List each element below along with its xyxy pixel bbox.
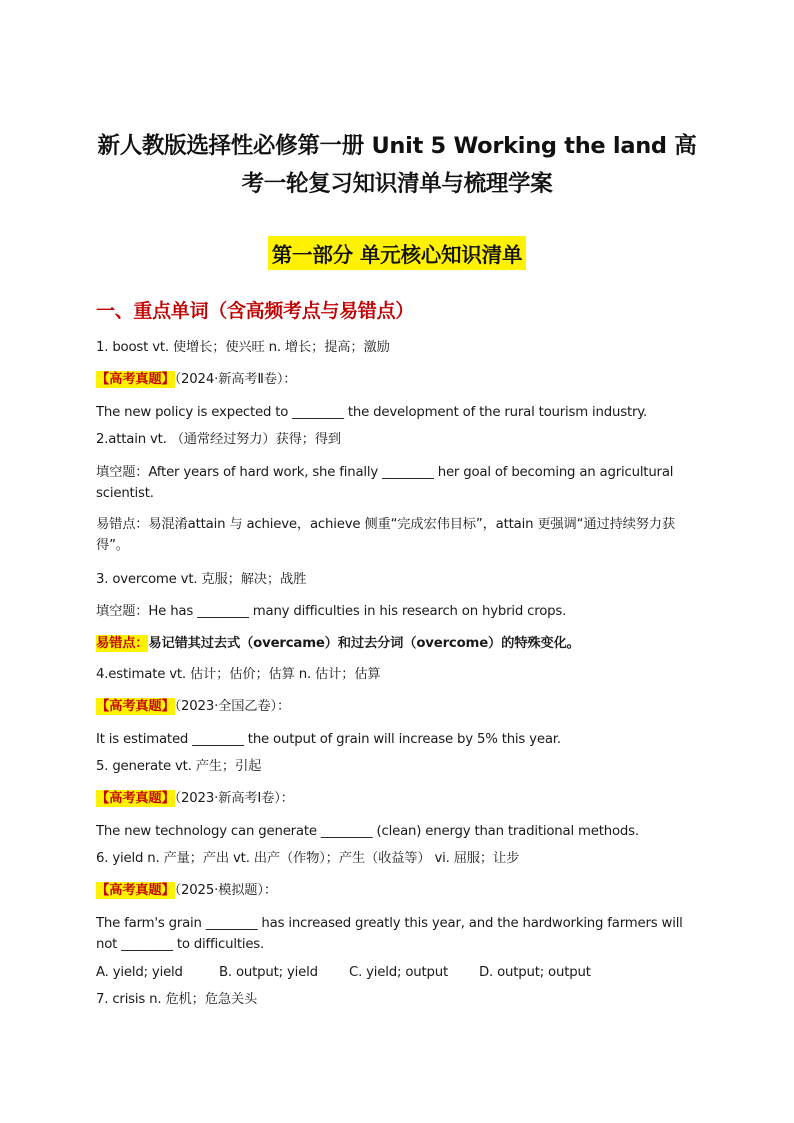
exam-source: （2024·新高考Ⅱ卷）： xyxy=(174,372,297,387)
option-d: D. output; output xyxy=(479,965,591,980)
question-text: The new policy is expected to ________ the development of the rural tourism industry. xyxy=(96,405,648,420)
exam-source: （2023·新高考Ⅰ卷）： xyxy=(174,791,294,806)
document-title-line-1: 新人教版选择性必修第一册 Unit 5 Working the land 高 xyxy=(97,133,697,159)
option-c: C. yield; output xyxy=(349,965,448,980)
word-entry-generate: 5. generate vt. 产生；引起 xyxy=(96,759,262,774)
section-heading: 一、重点单词（含高频考点与易错点） xyxy=(96,300,414,322)
exam-tag: 【高考真题】 xyxy=(96,372,175,387)
fill-blank-question: 填空题：After years of hard work, she finally ________ her goal of becoming an agricultural scientist. xyxy=(96,465,674,501)
exam-source: （2025·模拟题）： xyxy=(174,883,277,898)
part-heading-wrap xyxy=(0,236,794,270)
error-note-line xyxy=(96,634,580,654)
exam-source: （2023·全国乙卷）： xyxy=(174,699,291,714)
answer-options xyxy=(96,963,591,983)
word-entry-yield: 6. yield n. 产量；产出 vt. 出产（作物）；产生（收益等） vi. 屈服；让步 xyxy=(96,851,520,866)
word-entry-overcome: 3. overcome vt. 克服；解决；战胜 xyxy=(96,572,307,587)
exam-source-line xyxy=(96,370,296,390)
exam-source-line xyxy=(96,789,294,809)
word-entry-attain: 2.attain vt. （通常经过努力）获得；得到 xyxy=(96,432,341,447)
question-text: The farm's grain ________ has increased greatly this year, and the hardworking farmers will not ________ to difficulties. xyxy=(96,916,683,952)
exam-source-line xyxy=(96,881,277,901)
exam-tag: 【高考真题】 xyxy=(96,699,175,714)
exam-source-line xyxy=(96,697,290,717)
exam-tag: 【高考真题】 xyxy=(96,883,175,898)
word-entry-estimate: 4.estimate vt. 估计；估价；估算 n. 估计；估算 xyxy=(96,667,381,682)
exam-tag: 【高考真题】 xyxy=(96,791,175,806)
error-note: 易错点：易混淆attain 与 achieve，achieve 侧重“完成宏伟目标”，attain 更强调“通过持续努力获得”。 xyxy=(96,517,675,553)
word-entry-boost: 1. boost vt. 使增长；使兴旺 n. 增长；提高；激励 xyxy=(96,340,390,355)
question-text: The new technology can generate ________ (clean) energy than traditional methods. xyxy=(96,824,639,839)
option-a: A. yield; yield xyxy=(96,965,183,980)
error-tag: 易错点： xyxy=(96,636,149,651)
question-text: It is estimated ________ the output of grain will increase by 5% this year. xyxy=(96,732,561,747)
document-title-line-2: 考一轮复习知识清单与梳理学案 xyxy=(241,171,553,197)
error-note: 易记错其过去式（overcame）和过去分词（overcome）的特殊变化。 xyxy=(148,636,580,651)
fill-blank-question: 填空题：He has ________ many difficulties in his research on hybrid crops. xyxy=(96,604,567,619)
option-b: B. output; yield xyxy=(219,965,318,980)
part-heading: 第一部分 单元核心知识清单 xyxy=(268,236,527,270)
word-entry-crisis: 7. crisis n. 危机；危急关头 xyxy=(96,992,258,1007)
